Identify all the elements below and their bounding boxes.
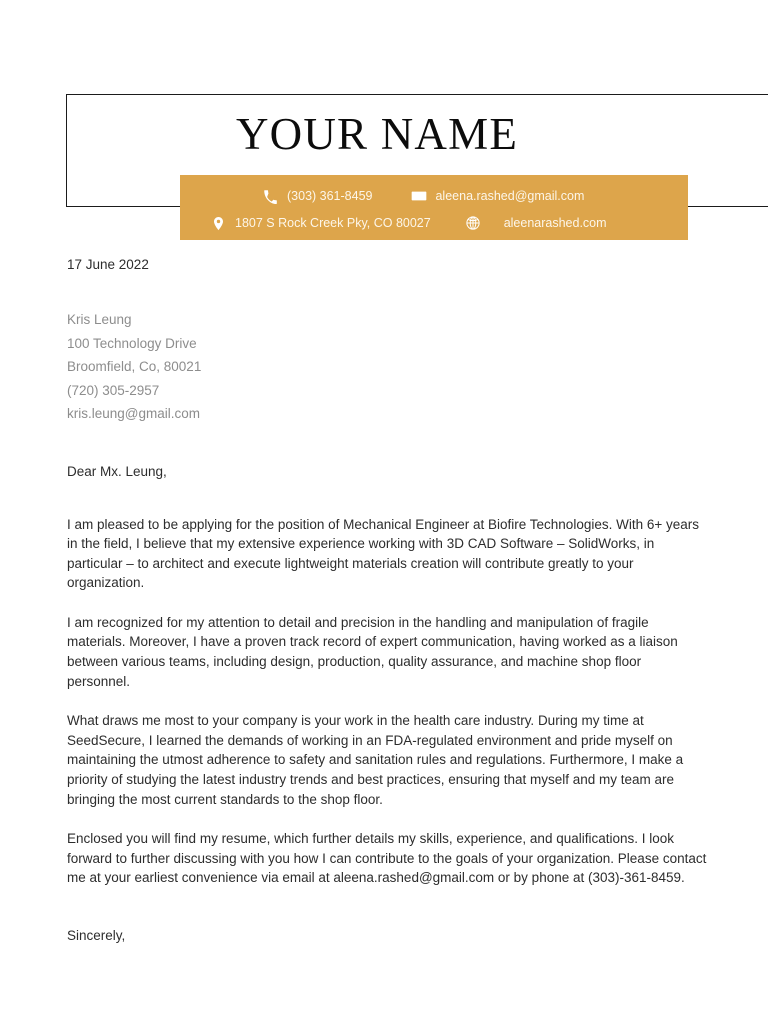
letterhead bbox=[0, 0, 768, 250]
location-pin-icon bbox=[210, 215, 227, 232]
letter-date: 17 June 2022 bbox=[67, 257, 149, 272]
salutation: Dear Mx. Leung, bbox=[67, 463, 167, 479]
phone-icon bbox=[262, 188, 279, 205]
letter-paragraph-4: Enclosed you will find my resume, which further details my skills, experience, and qualifications. I look forward to further discussing with you how I can contribute to the goals of your organization. Please contact me at your earliest convenience via email at aleena.rashed@gmail.com or by phone at (303)-361-8459. bbox=[67, 831, 707, 886]
contact-phone-value: (303) 361-8459 bbox=[287, 189, 373, 203]
contact-email[interactable] bbox=[410, 188, 584, 205]
letter-closing: Sincerely, bbox=[67, 928, 126, 943]
recipient-city-state-zip: Broomfield, Co, 80021 bbox=[67, 359, 202, 374]
letter-paragraph-2: I am recognized for my attention to detail and precision in the handling and manipulation of fragile materials. Moreover, I have a proven track record of expert communication, having worked as a liaison between various teams, including design, production, quality assurance, and machine shop floor personnel. bbox=[67, 614, 678, 689]
recipient-street: 100 Technology Drive bbox=[67, 335, 197, 351]
recipient-email: kris.leung@gmail.com bbox=[67, 406, 200, 421]
contact-address-value: 1807 S Rock Creek Pky, CO 80027 bbox=[235, 216, 431, 230]
contact-row-secondary bbox=[180, 211, 688, 235]
contact-address[interactable] bbox=[210, 215, 431, 232]
contact-phone[interactable] bbox=[262, 188, 372, 205]
envelope-icon bbox=[410, 188, 427, 205]
letter-body bbox=[67, 255, 707, 946]
globe-icon bbox=[465, 215, 482, 232]
recipient-phone: (720) 305-2957 bbox=[67, 382, 160, 398]
letter-paragraph-3: What draws me most to your company is your work in the health care industry. During my time at SeedSecure, I learned the demands of working in an FDA-regulated environment and pride myself on maintaining the utmost adherence to safety and sanitation rules and regulations. Furthermore, I make a priority of studying the latest industry trends and best practices, ensuring that myself and my team are bringing the most current standards to the shop floor. bbox=[67, 713, 684, 807]
contact-bar bbox=[180, 175, 688, 240]
recipient-name: Kris Leung bbox=[67, 312, 132, 327]
contact-website[interactable] bbox=[465, 215, 607, 232]
page-title: YOUR NAME bbox=[235, 109, 519, 159]
contact-row-primary bbox=[180, 184, 688, 208]
letter-paragraph-1: I am pleased to be applying for the position of Mechanical Engineer at Biofire Technologies. With 6+ years in the field, I believe that my extensive experience working with 3D CAD Software – SolidWorks, in particular – to architect and execute lightweight materials creation will contribute greatly to your organization. bbox=[67, 516, 699, 591]
contact-website-value: aleenarashed.com bbox=[503, 216, 607, 230]
recipient-block bbox=[67, 308, 707, 426]
contact-email-value: aleena.rashed@gmail.com bbox=[435, 189, 585, 203]
